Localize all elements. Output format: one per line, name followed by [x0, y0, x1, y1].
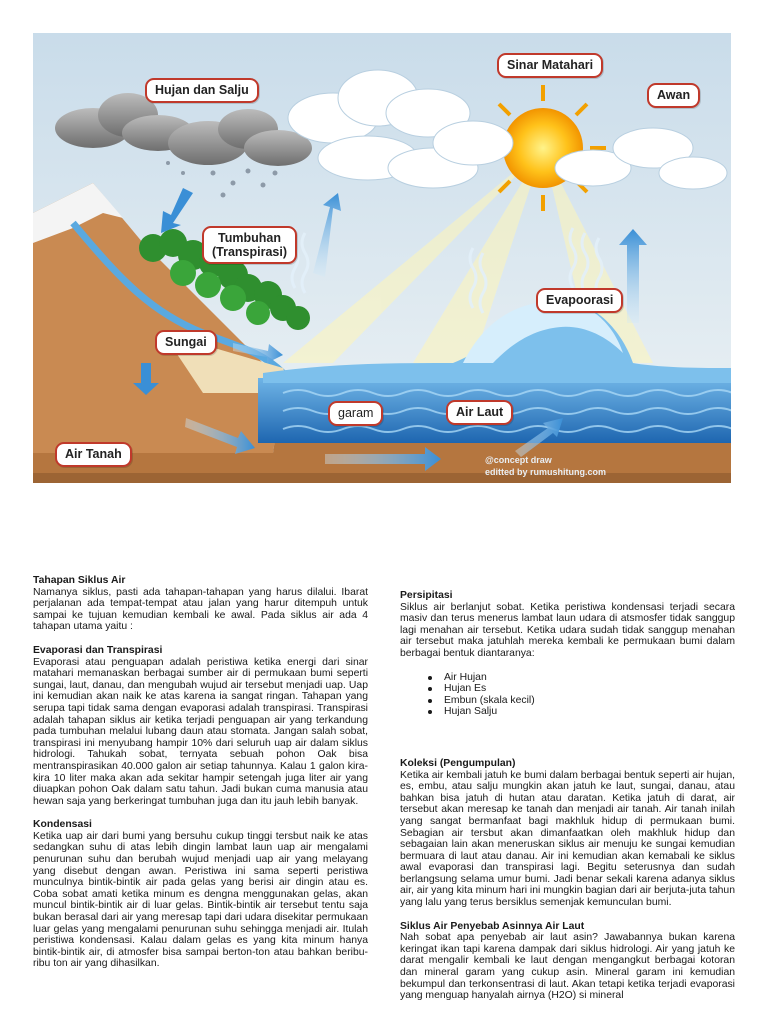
credit-line-2: editted by rumushitung.com	[485, 467, 607, 477]
text-asin: Nah sobat apa penyebab air laut asin? Jawabannya bukan karena keringat ikan tapi karena dampak dari siklus hidrologi. Air yang jatuh ke darat mengalir kembali ke laut dengan mengangkut berbagai kotoran dan mineral garam yang cukup asin. Mineral garam ini kemudian bekumpul dan terkonsentrasi di laut. Akan tetapi ketika terjadi evaporasi yang menguap hanyalah airnya (H2O) si mineral	[400, 932, 735, 1002]
water-cycle-diagram	[33, 33, 731, 483]
list-item: Air Hujan	[444, 672, 735, 684]
label-tumbuhan	[202, 226, 297, 264]
credit-line-1: @concept draw	[485, 455, 552, 465]
text-koleksi: Ketika air kembali jatuh ke bumi dalam berbagai bentuk seperti air hujan, es, embu, atau salju mungkin akan jatuh ke laut, sungai, danau, atau bahkan bisa jatuh di hutan atau daratan. Ketika jatuh di darat, air tersebut akan meresap ke tanah dan menjadi air tanah. Air tanah inilah yang sangat bermanfaat bagi makhluk hidup di permukaan bumi. Sebagian air tersbut akan dimanfaatkan oleh makhluk hidup dan sebagaian lain akan meneruskan siklus air menuju ke sungai kemudian bermuara di laut atau danau. Air ini kemudian akan kemabali ke siklus awal evaporasi dan transpirasi lagi. Begitu seterusnya dan sudah berlangsung selama umur bumi. Jadi benar sekali karena adanya siklus air, air yang kita minum hari ini mungkin bagian dari air berjuta-juta tahun yang lalu yang terus bersiklus semenjak kemunculan bumi.	[400, 769, 735, 909]
label-hujan-salju: Hujan dan Salju	[145, 78, 259, 103]
article-intro: Namanya siklus, pasti ada tahapan-tahapan yang harus dilalui. Ibarat perjalanan ada tempat-tempat atau jalan yang harur ditempuh untuk sampai ke tujuan kemudian kembali ke awal. Pada siklus air ada 4 tahapan utama yaitu :	[33, 586, 368, 633]
article-title: Tahapan Siklus Air	[33, 575, 126, 586]
article-right-column	[400, 590, 735, 1002]
label-air-tanah: Air Tanah	[55, 442, 132, 467]
label-tumbuhan-line2: (Transpirasi)	[212, 245, 288, 259]
label-garam: garam	[328, 401, 383, 426]
label-evapoorasi: Evapoorasi	[536, 288, 623, 313]
heading-persipitasi: Persipitasi	[400, 590, 453, 601]
label-sungai: Sungai	[155, 330, 217, 355]
heading-kondensasi: Kondensasi	[33, 819, 92, 831]
article-left-column	[33, 575, 368, 970]
heading-asin: Siklus Air Penyebab Asinnya Air Laut	[400, 920, 585, 932]
label-sinar-matahari: Sinar Matahari	[497, 53, 603, 78]
label-awan: Awan	[647, 83, 700, 108]
label-tumbuhan-line1: Tumbuhan	[218, 231, 281, 245]
text-persipitasi: Siklus air berlanjut sobat. Ketika peristiwa kondensasi terjadi secara masiv dan terus menerus lambat laun udara di atsmosfer tidak sanggup lagi menahan air tersebut. Ketika udara sudah tidak sanggup menahan air tersebut maka jatuhlah mereka kembali ke permukaan bumi dalam berbagai bentuk diantaranya:	[400, 601, 735, 659]
list-item: Embun (skala kecil)	[444, 695, 735, 707]
label-air-laut: Air Laut	[446, 400, 513, 425]
heading-evaporasi: Evaporasi dan Transpirasi	[33, 644, 163, 656]
precipitation-list	[400, 672, 735, 718]
text-evaporasi: Evaporasi atau penguapan adalah peristiwa ketika energi dari sinar matahari memanaskan berbagai sumber air di permukaan bumi seperti sungai, laut, danau, dan mengubah wujud air tersebut menjadi uap. Uap ini kemudian akan naik ke atas karena ia sangat ringan. Tahapan yang serupa tapi tidak sama dengan evaporasi adalah transpirasi. Transpirasi adalah tahapan siklus air ketika terjadi penguapan air yang terkandung pada tumbuhan melalui lubang daun atau stomata. Jangan salah sobat, transpirasi ini menyubang hampir 10% dari seluruh uap air dalam siklus hidrologi. Tahukah sobat, ternyata sebuah pohon Oak bisa mentranspirasikan 40.000 galon air setiap tahunnya. Kalau 1 galon kira-kira 10 liter maka akan ada sekitar hampir setengah juga liter air yang diuapkan pohon Oak dalam satu tahun. Jadi bukan cuma manusia atau hewan saja yang berkeringat tumbuhan juga dan itu jauh lebih banyak.	[33, 656, 368, 807]
list-item: Hujan Es	[444, 683, 735, 695]
heading-koleksi: Koleksi (Pengumpulan)	[400, 757, 516, 769]
text-kondensasi: Ketika uap air dari bumi yang bersuhu cukup tinggi tersbut naik ke atas sedangkan suhu di atas lebih dingin lambat laun uap air mengalami penurunan suhu dan berubah wujud menjadi uap air yang melayang yang disebut dengan awan. Peristiwa ini sama seperti peristiwa munculnya bintik-bintik air pada gelas yang berisi air dingin atau es. Coba sobat amati ketika minum es dengna menggunakan gelas, akan muncul bintik-bintik air di luar gelas. Bintik-bintik air tersebut tentu saja bukan berasal dari air yang meresap tapi dari udara disekitar permukaan luar gelas yang mengalami penurunan suhu sehingga menjadi air. Itulah peristiwa kondensasi. Kalau dalam gelas es yang kita minum hanya bintik-bintik air, di atmosfer bisa sampai berton-ton atau bahkan beribu-ribu ton air yang dihasilkan.	[33, 830, 368, 970]
list-item: Hujan Salju	[444, 706, 735, 718]
